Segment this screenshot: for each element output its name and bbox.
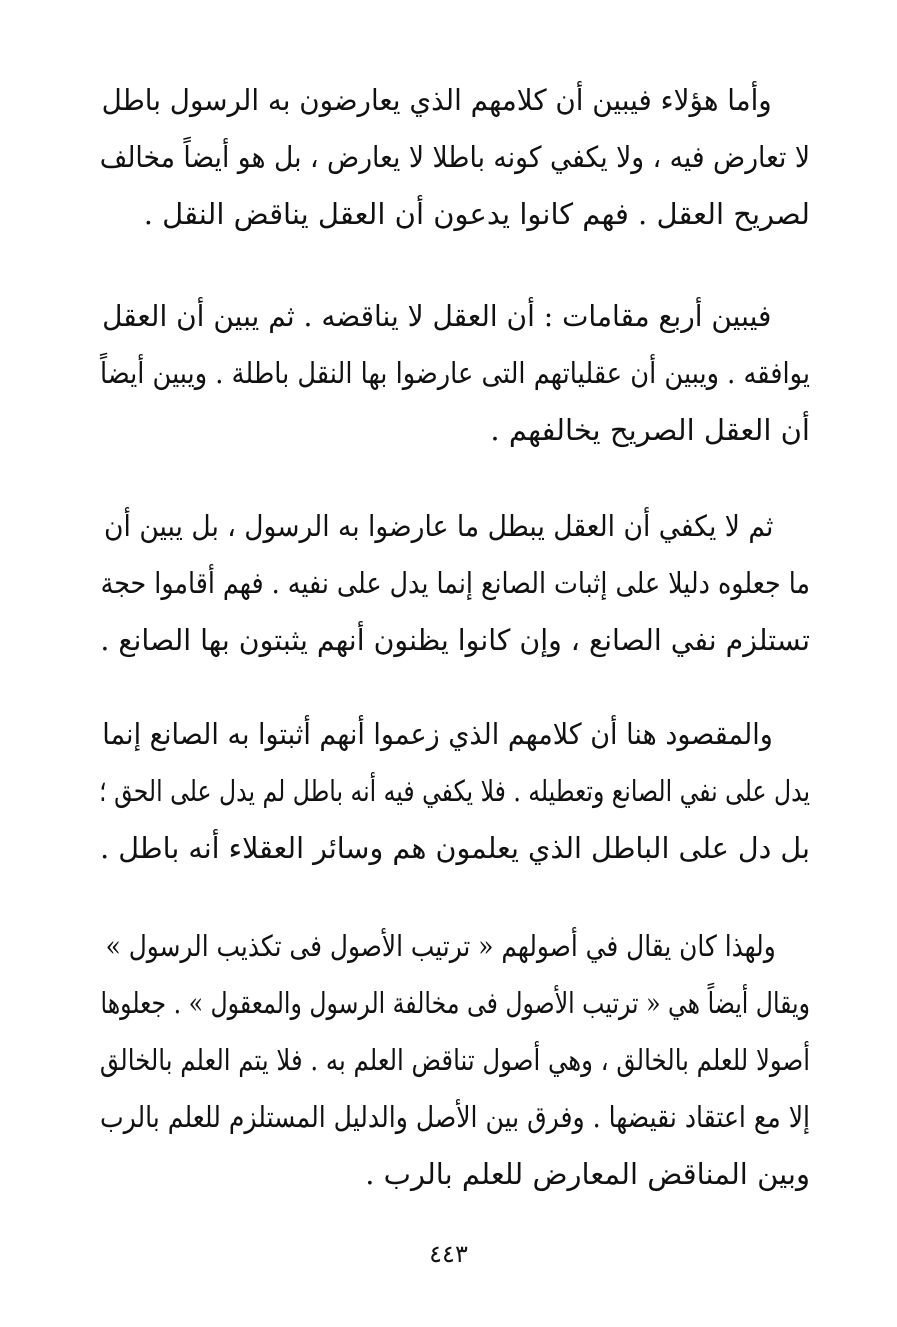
text-line: ولهذا كان يقال في أصولهم « ترتيب الأصول فى تكذيب الرسول » — [105, 929, 776, 963]
text-line: ما جعلوه دليلا على إثبات الصانع إنما يدل على نفيه . فهم أقاموا حجة — [100, 566, 810, 600]
text-line: والمقصود هنا أن كلامهم الذي زعموا أنهم أثبتوا به الصانع إنما — [102, 717, 773, 751]
text-line: أصولا للعلم بالخالق ، وهي أصول تناقض العلم به . فلا يتم العلم بالخالق — [99, 1043, 811, 1077]
text-line: إلا مع اعتقاد نقيضها . وفرق بين الأصل والدليل المستلزم للعلم بالرب — [99, 1100, 810, 1134]
text-line: بل دل على الباطل الذي يعلمون هم وسائر العقلاء أنه باطل . — [100, 831, 810, 865]
text-line: وأما هؤلاء فيبين أن كلامهم الذي يعارضون به الرسول باطل — [101, 83, 772, 117]
text-line: ويقال أيضاً هي « ترتيب الأصول فى مخالفة الرسول والمعقول » . جعلوها — [100, 986, 810, 1020]
paragraph-1 — [100, 72, 810, 243]
paragraph-3 — [100, 498, 810, 669]
text-line: لا تعارض فيه ، ولا يكفي كونه باطلا لا يعارض ، بل هو أيضاً مخالف — [99, 140, 810, 174]
text-line: تستلزم نفي الصانع ، وإن كانوا يظنون أنهم يثبتون بها الصانع . — [100, 623, 810, 657]
text-line: وبين المناقض المعارض للعلم بالرب . — [365, 1157, 810, 1191]
text-line: لصريح العقل . فهم كانوا يدعون أن العقل يناقض النقل . — [143, 197, 810, 231]
text-line: أن العقل الصريح يخالفهم . — [490, 413, 810, 447]
text-line: يدل على نفي الصانع وتعطيله . فلا يكفي فيه أنه باطل لم يدل على الحق ؛ — [99, 774, 811, 808]
text-line: يوافقه . ويبين أن عقلياتهم التى عارضوا بها النقل باطلة . ويبين أيضاً — [100, 356, 811, 390]
paragraph-5 — [100, 918, 810, 1203]
text-line: فيبين أربع مقامات : أن العقل لا يناقضه . ثم يبين أن العقل — [102, 299, 772, 333]
text-line: ثم لا يكفي أن العقل يبطل ما عارضوا به الرسول ، بل يبين أن — [104, 509, 774, 543]
page-number: ٤٤٣ — [429, 1240, 468, 1268]
paragraph-4 — [100, 706, 810, 877]
paragraph-2 — [100, 288, 810, 459]
